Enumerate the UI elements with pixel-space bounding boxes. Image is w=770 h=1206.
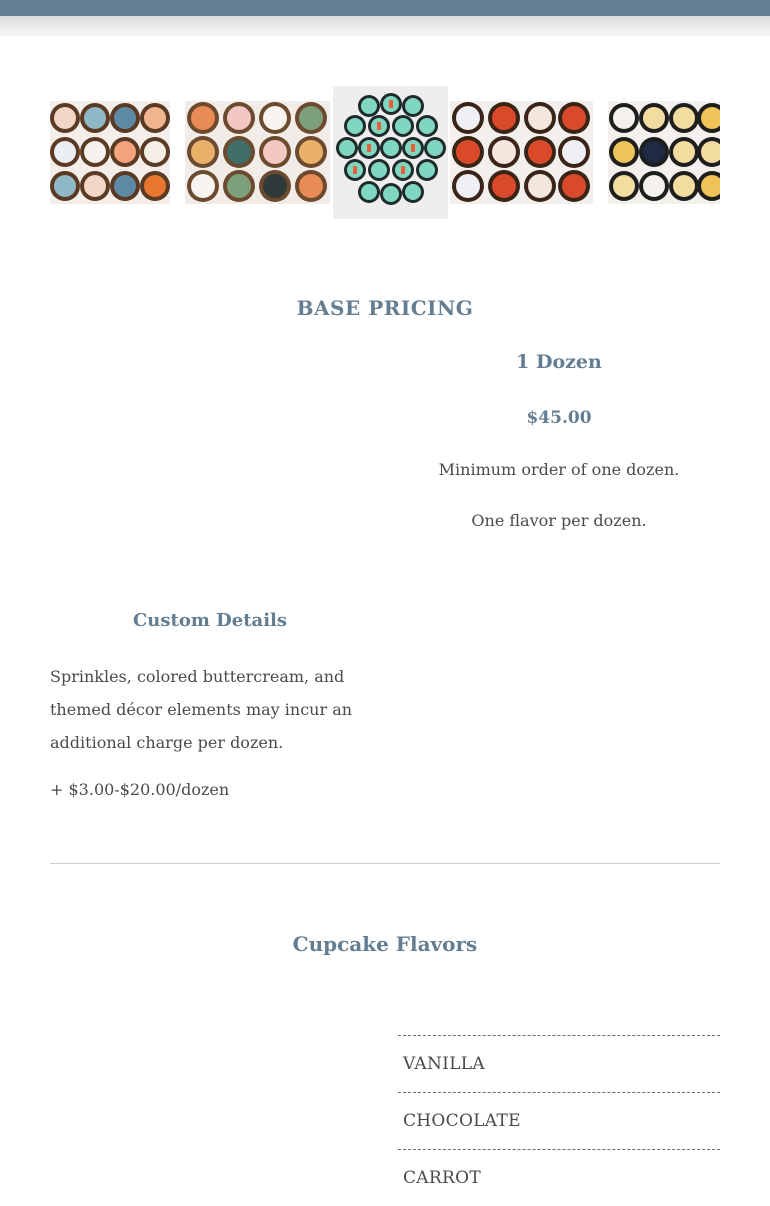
minimum-order-text: Minimum order of one dozen. — [438, 460, 680, 479]
quantity-label: 1 Dozen — [516, 351, 602, 373]
custom-surcharge-text: + $3.00-$20.00/dozen — [50, 780, 230, 799]
cupcake-photo-icon — [50, 101, 170, 204]
section-divider — [50, 863, 720, 864]
custom-details-title: Custom Details — [132, 610, 288, 631]
flavor-list — [398, 1035, 720, 1206]
cupcake-flavors-title: Cupcake Flavors — [292, 932, 478, 956]
top-nav-bar — [0, 0, 770, 16]
flavor-rule-text: One flavor per dozen. — [471, 511, 647, 530]
base-pricing-title: BASE PRICING — [296, 296, 474, 320]
cupcake-photo-icon — [450, 101, 593, 204]
gallery-thumb-mint-swirl[interactable] — [333, 86, 448, 219]
gallery-thumb-crab[interactable] — [450, 101, 593, 204]
custom-details-text: Sprinkles, colored buttercream, and themed décor elements may incur an additional charge per dozen. — [50, 667, 353, 752]
cupcake-photo-icon — [185, 101, 330, 204]
price-label: $45.00 — [526, 408, 592, 428]
list-item: CARROT — [398, 1149, 720, 1206]
gallery-thumb-animal-faces[interactable] — [50, 101, 170, 204]
list-item: VANILLA — [398, 1035, 720, 1092]
cupcake-photo-icon — [333, 86, 448, 219]
list-item: CHOCOLATE — [398, 1092, 720, 1149]
cupcake-photo-icon — [608, 101, 720, 204]
header-shadow — [0, 16, 770, 36]
gallery-thumb-animal-prints[interactable] — [185, 101, 330, 204]
gallery-thumb-beer[interactable] — [608, 101, 720, 204]
